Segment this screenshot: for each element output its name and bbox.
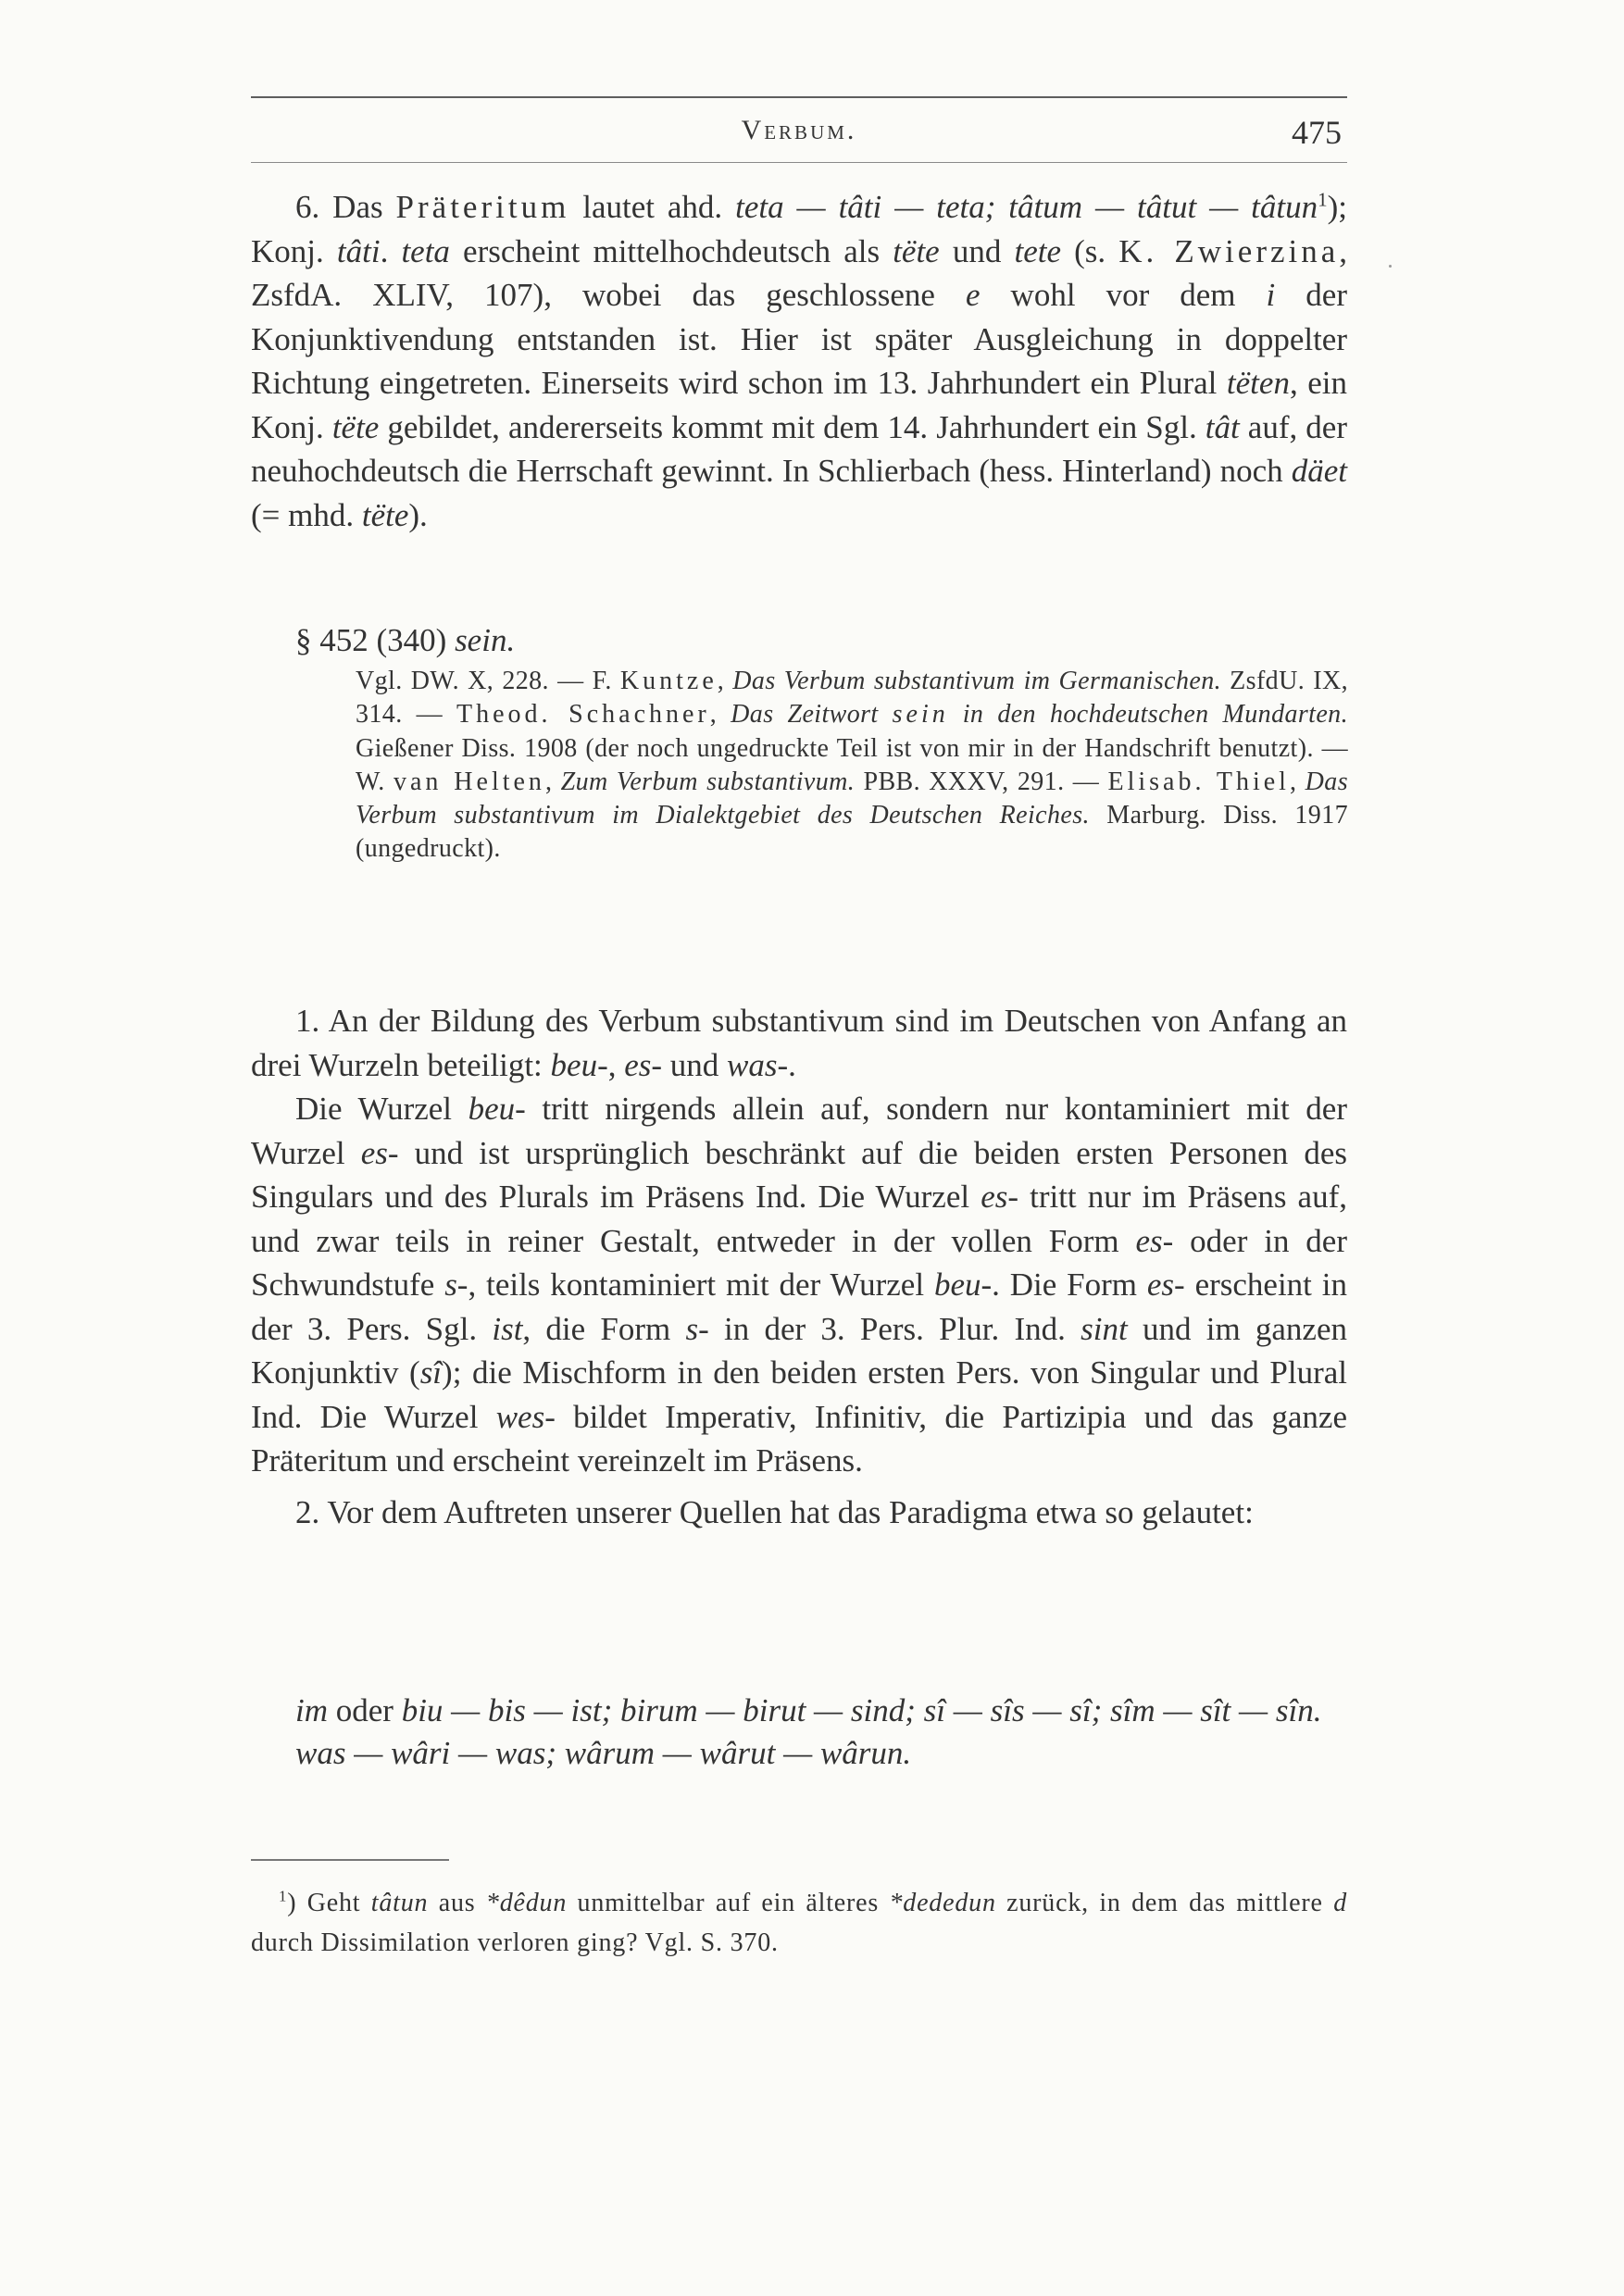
paradigm-preterite-forms: was — wâri — was; wârum — wârut — wârun.: [295, 1735, 912, 1771]
author-thiel: Elisab. Thiel: [1107, 767, 1290, 796]
work-van-helten: Zum Verbum substantivum.: [560, 767, 856, 796]
work-schachner-b: in den hochdeutschen Mundarten.: [948, 700, 1348, 730]
form-daet: däet: [1291, 453, 1347, 489]
para1-p07: .: [788, 1046, 796, 1083]
paragraph-wurzel: [251, 1087, 1347, 1483]
running-title: Verbum.: [741, 115, 857, 145]
w24: wes-: [495, 1398, 556, 1435]
w23: ); die Mischform in den beiden ersten Pers. von Singular und Plural Ind. Die Wurzel: [251, 1354, 1347, 1435]
main-paragraphs: [251, 999, 1347, 1534]
w07: tritt nur im Präsens auf, und zwar teils in reiner Gestalt, entweder in der vollen Form: [251, 1179, 1347, 1259]
paradigm-oder: oder: [328, 1692, 402, 1728]
para6-s18: wohl vor dem: [980, 277, 1267, 313]
fn-tatun: tâtun: [370, 1889, 429, 1917]
paradigm-preterite: [251, 1732, 1347, 1775]
bib-b19: Marburg. Diss. 1917 (ungedruckt).: [356, 801, 1348, 864]
form-teten: tëten: [1226, 365, 1290, 401]
section-title: sein.: [455, 622, 516, 658]
fn-f10: durch Dissimilation verloren ging? Vgl. S. 370.: [251, 1928, 779, 1957]
root-es: es-: [624, 1046, 663, 1083]
top-rule: [251, 96, 1347, 98]
form-tete-4: tëte: [361, 496, 409, 533]
para6-s16: , ZsfdA. XLIV, 107), wobei das geschlossene: [251, 232, 1348, 313]
bib-b03: ,: [717, 667, 733, 695]
section-number: § 452 (340): [295, 622, 456, 658]
w20: sint: [1081, 1310, 1128, 1347]
root-was: was-: [727, 1046, 789, 1083]
fn-f04: aus: [428, 1889, 486, 1917]
w18: s-: [685, 1310, 709, 1347]
para6-s01: 6. Das: [295, 189, 396, 225]
term-praeteritum: Präteritum: [395, 189, 570, 225]
author-schachner: Theod. Schachner: [456, 700, 710, 730]
w22: sî: [419, 1354, 443, 1391]
paradigm: [251, 1690, 1347, 1775]
w16: ist: [492, 1310, 523, 1347]
root-beu: beu-: [550, 1046, 608, 1083]
w06: es-: [981, 1179, 1019, 1215]
w17: , die Form: [522, 1310, 686, 1347]
w10: s-: [444, 1267, 468, 1303]
fn-f08: zurück, in dem das mittlere: [995, 1889, 1334, 1917]
w19: in der 3. Pers. Plur. Ind.: [708, 1310, 1081, 1347]
w05: und ist ursprünglich beschränkt auf die beiden ersten Personen des Singulars und des Plurals im Präsens Ind. Die Wurzel: [251, 1134, 1347, 1215]
w13: . Die Form: [992, 1267, 1147, 1303]
work-kuntze: Das Verbum substantivum im Germanischen.: [732, 667, 1222, 695]
bib-b13: ,: [544, 767, 561, 796]
work-schachner-sein: sein: [892, 700, 949, 730]
w14: es-: [1146, 1267, 1185, 1303]
paragraph-1: [251, 999, 1347, 1087]
form-tete-1: tëte: [893, 232, 940, 269]
fn-d: d: [1333, 1889, 1347, 1917]
w09: oder in der Schwundstufe: [251, 1222, 1347, 1303]
letter-i: i: [1266, 277, 1276, 313]
letter-e: e: [965, 277, 981, 313]
w12: beu-: [933, 1267, 993, 1303]
bib-b15: PBB. XXXV, 291. —: [855, 767, 1108, 796]
form-tat: tât: [1205, 408, 1240, 445]
paragraph-6: [251, 185, 1347, 537]
w04: es-: [360, 1134, 399, 1171]
bib-b17: ,: [1289, 767, 1305, 796]
para6-s10: erscheint mittelhochdeutsch als: [449, 232, 893, 269]
w15: erscheint in der 3. Pers. Sgl.: [251, 1267, 1347, 1347]
footnote-rule: [251, 1859, 449, 1861]
w03: tritt nirgends allein auf, sondern nur kontaminiert mit der Wurzel: [251, 1091, 1347, 1171]
bib-b07: ,: [709, 700, 731, 730]
paradigm-present-forms: biu — bis — ist; birum — birut — sind; sî — sîs — sî; sîm — sît — sîn.: [401, 1692, 1322, 1728]
para1-p01: 1. An der Bildung des Verbum substantivum sind im Deutschen von Anfang an drei Wurzeln beteiligt:: [251, 1003, 1347, 1083]
footnote-ref[interactable]: 1: [1318, 188, 1328, 211]
bib-b05: ZsfdU. IX, 314. —: [356, 667, 1348, 730]
author-van-helten: van Helten: [393, 767, 545, 796]
para6-s12: und: [939, 232, 1015, 269]
work-thiel: Das Verbum substantivum im Dialektgebiet des Deutschen Reiches.: [356, 767, 1348, 830]
para6-s08: .: [380, 232, 402, 269]
bib-b01: Vgl. DW. X, 228. — F.: [356, 667, 620, 695]
footnote-marker: 1: [279, 1887, 288, 1905]
w11: , teils kontaminiert mit der Wurzel: [468, 1267, 934, 1303]
para6-s14: (s.: [1061, 232, 1119, 269]
para6-s06: ); Konj.: [251, 189, 1348, 269]
w01: Die Wurzel: [295, 1091, 468, 1127]
fn-dededun: *dededun: [889, 1889, 996, 1917]
work-schachner-a: Das Zeitwort: [731, 700, 893, 730]
bibliography: [356, 665, 1348, 867]
para6-s28: (= mhd.: [251, 496, 362, 533]
para6-s03: lautet ahd.: [569, 189, 736, 225]
author-kuntze: Kuntze: [619, 667, 718, 695]
para1-p05: und: [662, 1046, 728, 1083]
form-tati: tâti: [336, 232, 381, 269]
paragraph-2: 2. Vor dem Auftreten unserer Quellen hat das Paradigma etwa so gelautet:: [295, 1493, 1254, 1530]
form-tete-3: tëte: [331, 408, 380, 445]
running-head: [251, 113, 1347, 159]
page-number: 475: [1292, 114, 1342, 151]
paradigm-present: [251, 1690, 1347, 1732]
fn-dedun: *dêdun: [485, 1889, 568, 1917]
section-heading: [295, 618, 515, 662]
bib-b11: Gießener Diss. 1908 (der noch ungedruckte Teil ist von mir in der Handschrift benutzt). — W.: [356, 733, 1348, 796]
form-teta: teta: [401, 232, 450, 269]
para6-s20: der Konjunktivendung entstanden ist. Hier ist später Ausgleichung in doppelter Richtung eingetreten. Einerseits wird schon im 13. Jahrhundert ein Plural: [251, 277, 1347, 401]
w21: und im ganzen Konjunktiv (: [251, 1310, 1348, 1391]
para6-s30: ).: [408, 496, 428, 533]
para6-s26: auf, der neuhochdeutsch die Herrschaft gewinnt. In Schlierbach (hess. Hinterland) noch: [251, 408, 1347, 489]
form-teta-paradigm: teta — tâti — teta; tâtum — tâtut — tâtun: [735, 189, 1318, 225]
para6-s22: , ein Konj.: [251, 365, 1347, 445]
w08: es-: [1135, 1222, 1174, 1259]
footnote: [251, 1883, 1347, 1963]
para6-s24: gebildet, andererseits kommt mit dem 14. Jahrhundert ein Sgl.: [379, 408, 1206, 445]
author-zwierzina: K. Zwierzina: [1118, 232, 1340, 269]
para1-p03: ,: [607, 1046, 625, 1083]
w02: beu-: [468, 1091, 526, 1127]
fn-f06: unmittelbar auf ein älteres: [567, 1889, 890, 1917]
header-rule: [251, 162, 1347, 163]
form-tete-2: tete: [1014, 232, 1061, 269]
fn-f02: ) Geht: [287, 1889, 371, 1917]
paradigm-im: im: [295, 1692, 328, 1728]
w25: bildet Imperativ, Infinitiv, die Partizipia und das ganze Präteritum und erscheint vereinzelt im Präsens.: [251, 1398, 1348, 1479]
paper-speck: [1389, 265, 1392, 268]
